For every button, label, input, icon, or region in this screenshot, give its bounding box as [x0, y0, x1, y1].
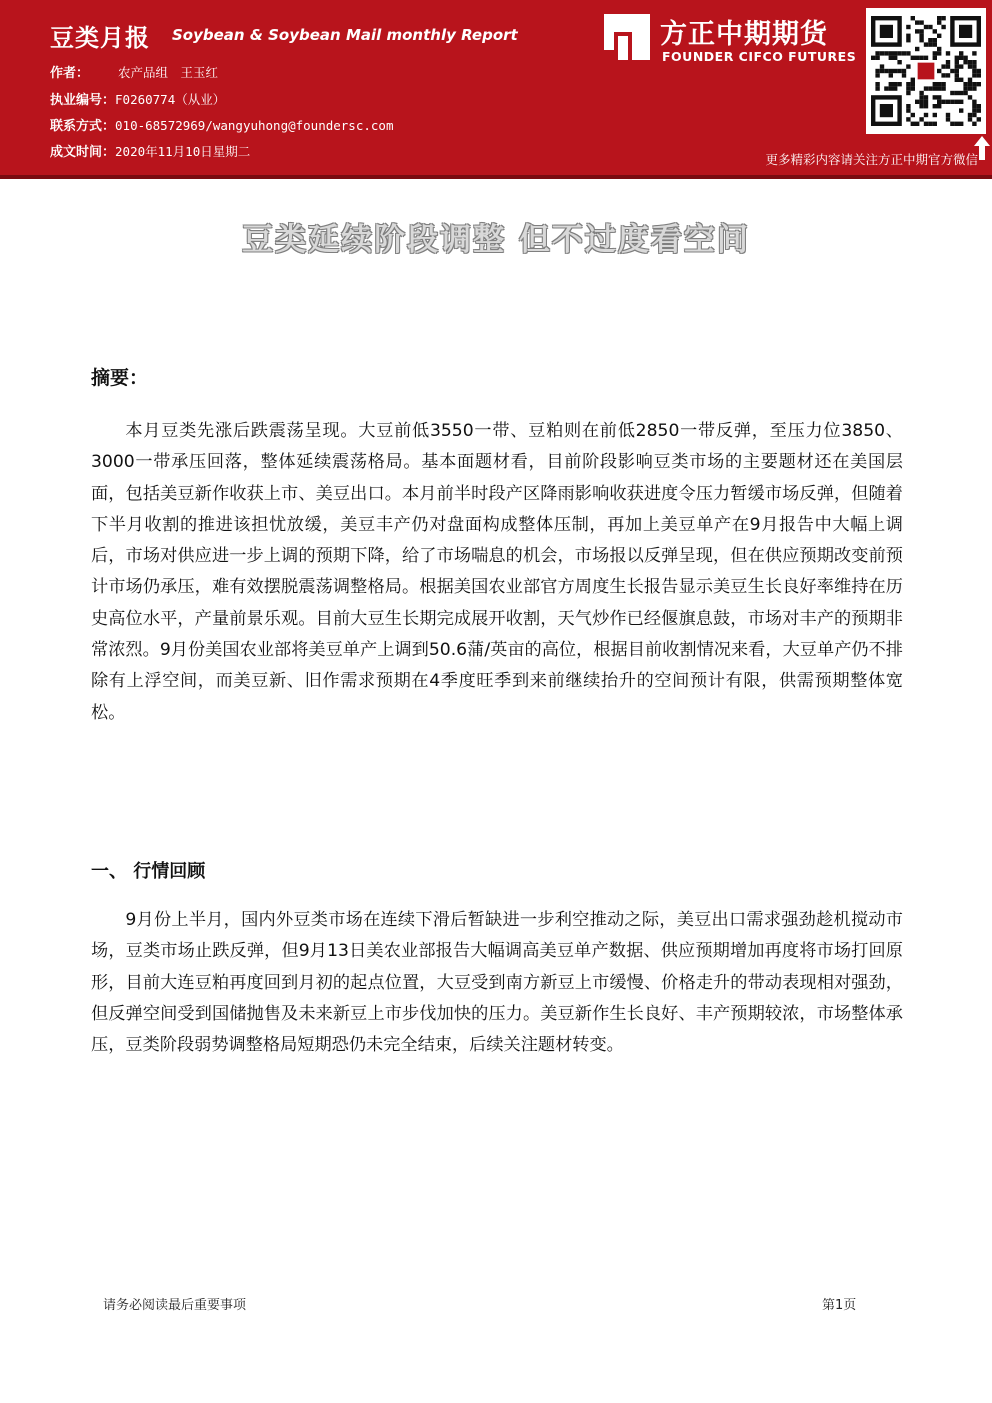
author-line — [50, 62, 218, 81]
date-line — [50, 141, 250, 160]
report-type-en: Soybean & Soybean Mail monthly Report — [172, 26, 518, 44]
wechat-note: 更多精彩内容请关注方正中期官方微信 — [765, 152, 978, 167]
logo-english: FOUNDER CIFCO FUTURES — [662, 49, 857, 64]
license-line — [50, 89, 225, 108]
report-type: 豆类月报 — [50, 24, 150, 52]
footer-disclaimer: 请务必阅读最后重要事项 — [103, 1298, 247, 1313]
header-divider — [0, 175, 992, 179]
contact-line — [50, 115, 393, 134]
review-paragraph: 9月份上半月，国内外豆类市场在连续下滑后暂缺进一步利空推动之际，美豆出口需求强劲趁机搅动市场，豆类市场止跌反弹，但9月13日美农业部报告大幅调高美豆单产数据、供应预期增加再度将市场打回原形，目前大连豆粕再度回到月初的起点位置，大豆受到南方新豆上市缓慢、价格走升的带动表现相对强劲，但反弹空间受到国储抛售及未来新豆上市步伐加快的压力。美豆新作生长良好、丰产预期较浓，市场整体承压，豆类阶段弱势调整格局短期恐仍未完全结束，后续关注题材转变。 — [91, 910, 903, 1056]
founder-logo-icon — [604, 14, 650, 60]
contact-label: 联系方式： — [50, 119, 116, 134]
abstract-heading: 摘要： — [91, 367, 149, 389]
license-value: F0260774（从业） — [115, 92, 226, 107]
qr-code-icon — [866, 8, 986, 134]
contact-value: 010-68572969/wangyuhong@foundersc.com — [115, 118, 394, 133]
license-label: 执业编号： — [50, 93, 116, 108]
page-number: 第1页 — [822, 1298, 857, 1313]
date-label: 成文时间： — [50, 145, 116, 160]
date-value: 2020年11月10日星期二 — [115, 144, 251, 159]
document-title: 豆类延续阶段调整 但不过度看空间 — [242, 222, 750, 258]
logo-chinese: 方正中期期货 — [660, 19, 828, 50]
section-heading-review: 一、 行情回顾 — [91, 861, 206, 882]
author-value: 农产品组 王玉红 — [118, 65, 219, 80]
author-label: 作者： — [50, 66, 90, 81]
abstract-paragraph: 本月豆类先涨后跌震荡呈现。大豆前低3550一带、豆粕则在前低2850一带反弹，至压力位3850、3000一带承压回落，整体延续震荡格局。基本面题材看，目前阶段影响豆类市场的主要题材还在美国层面，包括美豆新作收获上市、美豆出口。本月前半时段产区降雨影响收获进度令压力暂缓市场反弹，但随着下半月收割的推进该担忧放缓，美豆丰产仍对盘面构成整体压制，再加上美豆单产在9月报告中大幅上调后，市场对供应进一步上调的预期下降，给了市场喘息的机会，市场报以反弹呈现，但在供应预期改变前预计市场仍承压，难有效摆脱震荡调整格局。根据美国农业部官方周度生长报告显示美豆生长良好率维持在历史高位水平，产量前景乐观。目前大豆生长期完成展开收割，天气炒作已经偃旗息鼓，市场对丰产的预期非常浓烈。9月份美国农业部将美豆单产上调到50.6蒲/英亩的高位，根据目前收割情况来看，大豆单产仍不排除有上浮空间，而美豆新、旧作需求预期在4季度旺季到来前继续抬升的空间预计有限，供需预期整体宽松。 — [91, 421, 903, 723]
